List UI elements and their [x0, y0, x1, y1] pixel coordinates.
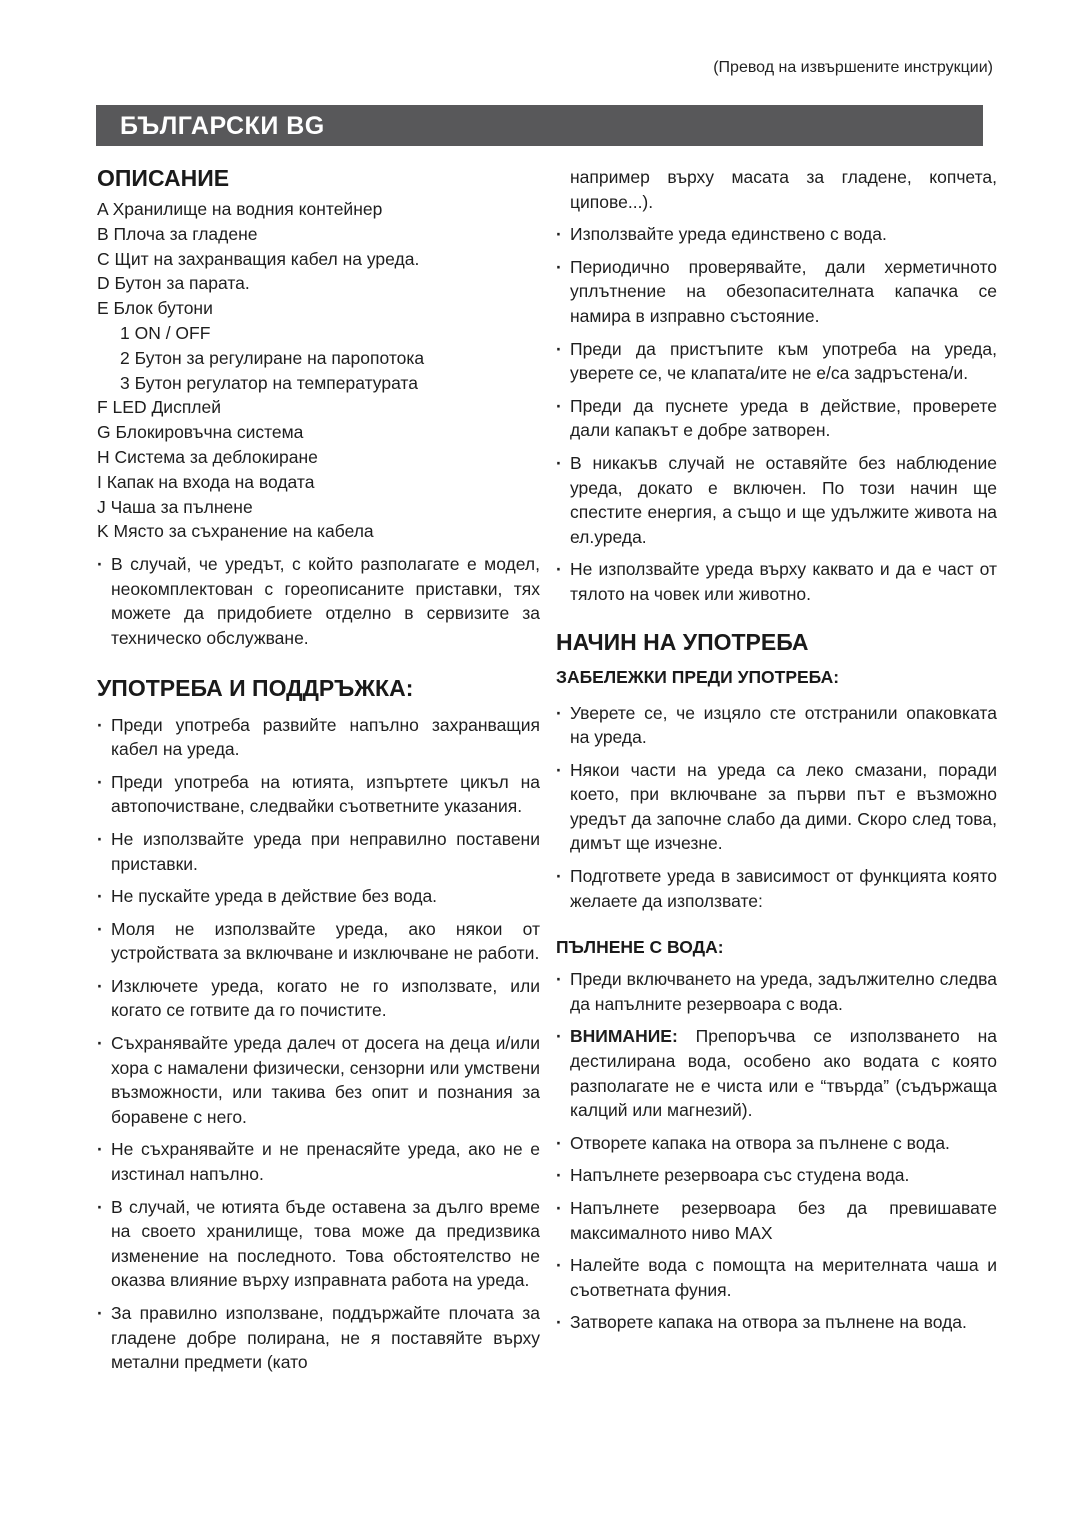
list-item: G Блокировъчна система — [97, 422, 304, 443]
list-item: · В случай, че уредът, с който разполагате е модел, неокомплектован с гореописаните приставки, тях можете да придобиете отделно в сервизите за техническо обслужване. — [97, 552, 540, 650]
list-item: 1 ON / OFF — [120, 322, 211, 343]
list-item: · Не използвайте уреда при неправилно поставени приставки. — [97, 827, 540, 876]
list-item: · Преди употреба развийте напълно захранващия кабел на уреда. — [97, 713, 540, 762]
list-item: J Чаша за пълнене — [97, 496, 253, 517]
list-item: · Не използвайте уреда върху каквато и да е част от тялото на човек или животно. — [556, 557, 997, 606]
description-note-list — [97, 552, 540, 650]
list-item: · Подгответе уреда в зависимост от функцията която желаете да използвате: — [556, 864, 997, 913]
list-item: · Налейте вода с помощта на мерителната чаша и съответната фуния. — [556, 1253, 997, 1302]
list-item: · За правилно използване, поддържайте плочата за гладене добре полирана, не я поставяйте върху метални предмети (като — [97, 1301, 540, 1375]
list-item: · В случай, че ютията бъде оставена за дълго време на своето хранилище, това може да предизвика изменение на последното. Това обстоятелство не оказва влияние върху изправната работа на уреда. — [97, 1195, 540, 1293]
list-item: H Система за деблокиране — [97, 446, 318, 467]
attention-text: Препоръчва се използването на дестилирана вода, особено ако водата с която разполагате не е чиста или е “твърда” (съдържаща калций или магнезий). — [570, 1026, 997, 1121]
usage-bullets — [97, 713, 540, 1375]
list-item: · Затворете капака на отвора за пълнене на вода. — [556, 1310, 997, 1335]
list-item: A Хранилище на водния контейнер — [97, 199, 383, 219]
list-item: · Преди употреба на ютията, изпъртете цикъл на автопочистване, следвайки съответните указания. — [97, 770, 540, 819]
list-item: · Преди да пуснете уреда в действие, проверете дали капакът е добре затворен. — [556, 394, 997, 443]
right-column — [556, 165, 997, 1343]
list-item: · Моля не използвайте уреда, ако някои от устройствата за включване и изключване не работи. — [97, 917, 540, 966]
list-item: I Капак на входа на водата — [97, 471, 315, 492]
attention-item — [556, 1024, 997, 1122]
list-item: · Съхранявайте уреда далеч от досега на деца и/или хора с намалени физически, сензорни или умствени възможности, или такива без опит и познания за боравене с него. — [97, 1031, 540, 1129]
list-item: · В никакъв случай не оставяйте без наблюдение уреда, докато е включен. По този начин ще спестите енергия, а също и ще удължите живота на ел.уреда. — [556, 451, 997, 549]
list-item: · Не съхранявайте и не пренасяйте уреда, ако не е изстинал напълно. — [97, 1137, 540, 1186]
usage-title: УПОТРЕБА И ПОДДРЪЖКА: — [97, 674, 414, 701]
list-item: · Изключете уреда, когато не го използвате, или когато се готвите да го почистите. — [97, 974, 540, 1023]
attention-label: ВНИМАНИЕ: — [570, 1026, 678, 1047]
right-bullets — [556, 165, 997, 607]
list-item: E Блок бутони — [97, 298, 213, 319]
notes-title: ЗАБЕЛЕЖКИ ПРЕДИ УПОТРЕБА: — [556, 666, 840, 687]
list-item: · Напълнете резервоара със студена вода. — [556, 1163, 997, 1188]
list-item: · Уверете се, че изцяло сте отстранили опаковката на уреда. — [556, 701, 997, 750]
list-item: F LED Дисплей — [97, 397, 222, 418]
list-item: · Някои части на уреда са леко смазани, поради което, при включване за първи път е възможно уредът да започне слабо да дими. Скоро след това, димът ще изчезне. — [556, 758, 997, 856]
list-item: B Плоча за гладене — [97, 223, 258, 244]
description-title: ОПИСАНИЕ — [97, 165, 230, 191]
translation-note: (Превод на извършените инструкции) — [713, 59, 993, 76]
left-column — [97, 163, 540, 1383]
list-item: K Място за съхранение на кабела — [97, 521, 374, 542]
list-item: 2 Бутон за регулиране на паропотока — [120, 347, 425, 368]
list-item: · Отворете капака на отвора за пълнене с вода. — [556, 1131, 997, 1156]
list-item: C Щит на захранващия кабел на уреда. — [97, 248, 420, 269]
filling-bullets — [556, 967, 997, 1335]
filling-title: ПЪЛНЕНЕ С ВОДА: — [556, 937, 724, 958]
list-item: · Преди да пристъпите към употреба на уреда, уверете се, че клапата/ите не е/са задръстена/и. — [556, 337, 997, 386]
list-item: · Периодично проверявайте, дали херметичното уплътнение на обезопасителната капачка се намира в изправно състояние. — [556, 255, 997, 329]
list-item: · Използвайте уреда единствено с вода. — [556, 222, 997, 247]
language-bar: БЪЛГАРСКИ BG — [96, 105, 983, 146]
list-item: например върху масата за гладене, копчета, ципове...). — [570, 167, 997, 212]
list-item: · Преди включването на уреда, задължително следва да напълните резервоара с вода. — [556, 967, 997, 1016]
list-item: D Бутон за парата. — [97, 273, 250, 294]
parts-list — [97, 197, 540, 544]
list-item: · Не пускайте уреда в действие без вода. — [97, 884, 540, 909]
list-item: 3 Бутон регулатор на температурата — [120, 372, 418, 393]
list-item: · Напълнете резервоара без да превишавате максималното ниво MAX — [556, 1196, 997, 1245]
notes-bullets — [556, 701, 997, 914]
method-title: НАЧИН НА УПОТРЕБА — [556, 628, 809, 655]
